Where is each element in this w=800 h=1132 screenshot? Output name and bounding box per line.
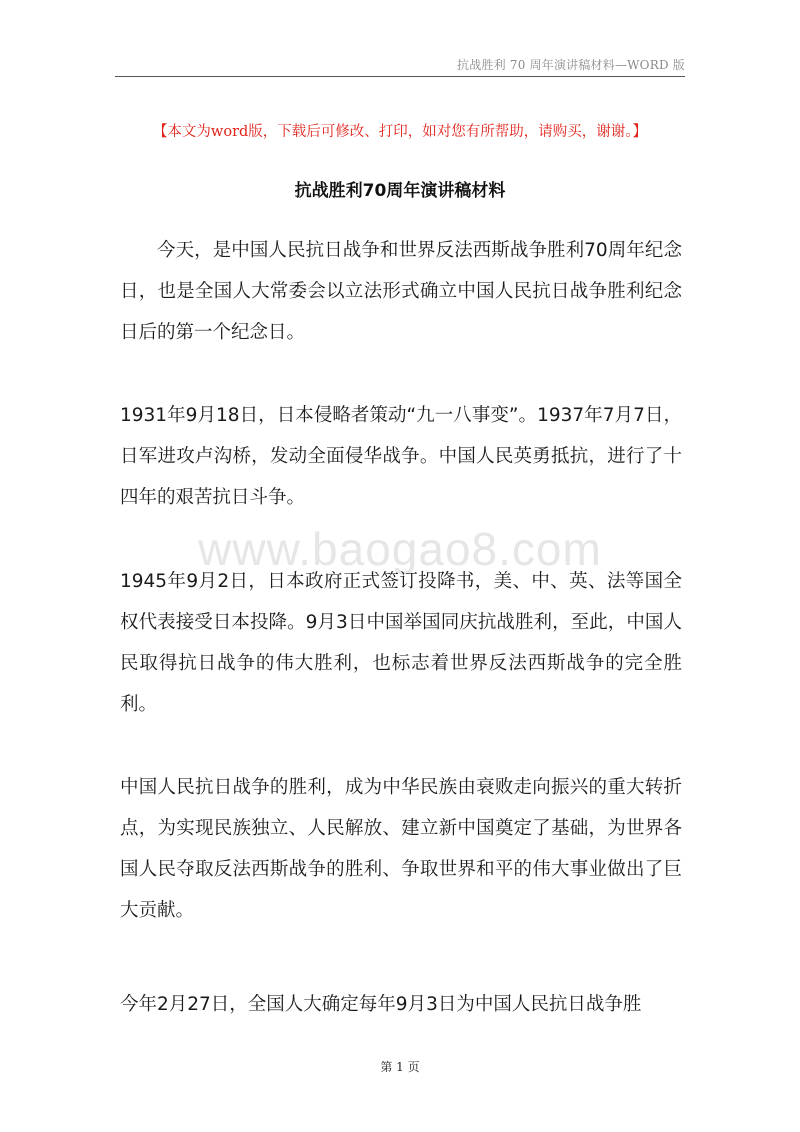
paragraph-4: 中国人民抗日战争的胜利，成为中华民族由衰败走向振兴的重大转折点，为实现民族独立、人民解放、建立新中国奠定了基础，为世界各国人民夺取反法西斯战争的胜利、争取世界和平的伟大事业做出了巨大贡献。 (120, 777, 682, 921)
download-notice: 【本文为word版，下载后可修改、打印，如对您有所帮助，请购买，谢谢。】 (152, 124, 648, 140)
page-number: 第 1 页 (380, 1060, 420, 1074)
paragraph-5: 今年2月27日，全国人大确定每年9月3日为中国人民抗日战争胜 (120, 994, 642, 1015)
paragraph-2: 1931年9月18日，日本侵略者策动“九一八事变”。1937年7月7日，日军进攻卢沟桥，发动全面侵华战争。中国人民英勇抵抗，进行了十四年的艰苦抗日斗争。 (120, 405, 682, 508)
header-divider (115, 76, 685, 77)
running-header: 抗战胜利 70 周年演讲稿材料—WORD 版 (457, 58, 685, 72)
watermark: www.baogao8.com (198, 523, 602, 575)
document-title: 抗战胜利70周年演讲稿材料 (294, 181, 506, 201)
paragraph-3: 1945年9月2日，日本政府正式签订投降书，美、中、英、法等国全权代表接受日本投降。9月3日中国举国同庆抗战胜利，至此，中国人民取得抗日战争的伟大胜利，也标志着世界反法西斯战争的完全胜利。 (120, 571, 682, 715)
paragraph-1: 今天，是中国人民抗日战争和世界反法西斯战争胜利70周年纪念日，也是全国人大常委会以立法形式确立中国人民抗日战争胜利纪念日后的第一个纪念日。 (120, 240, 682, 343)
